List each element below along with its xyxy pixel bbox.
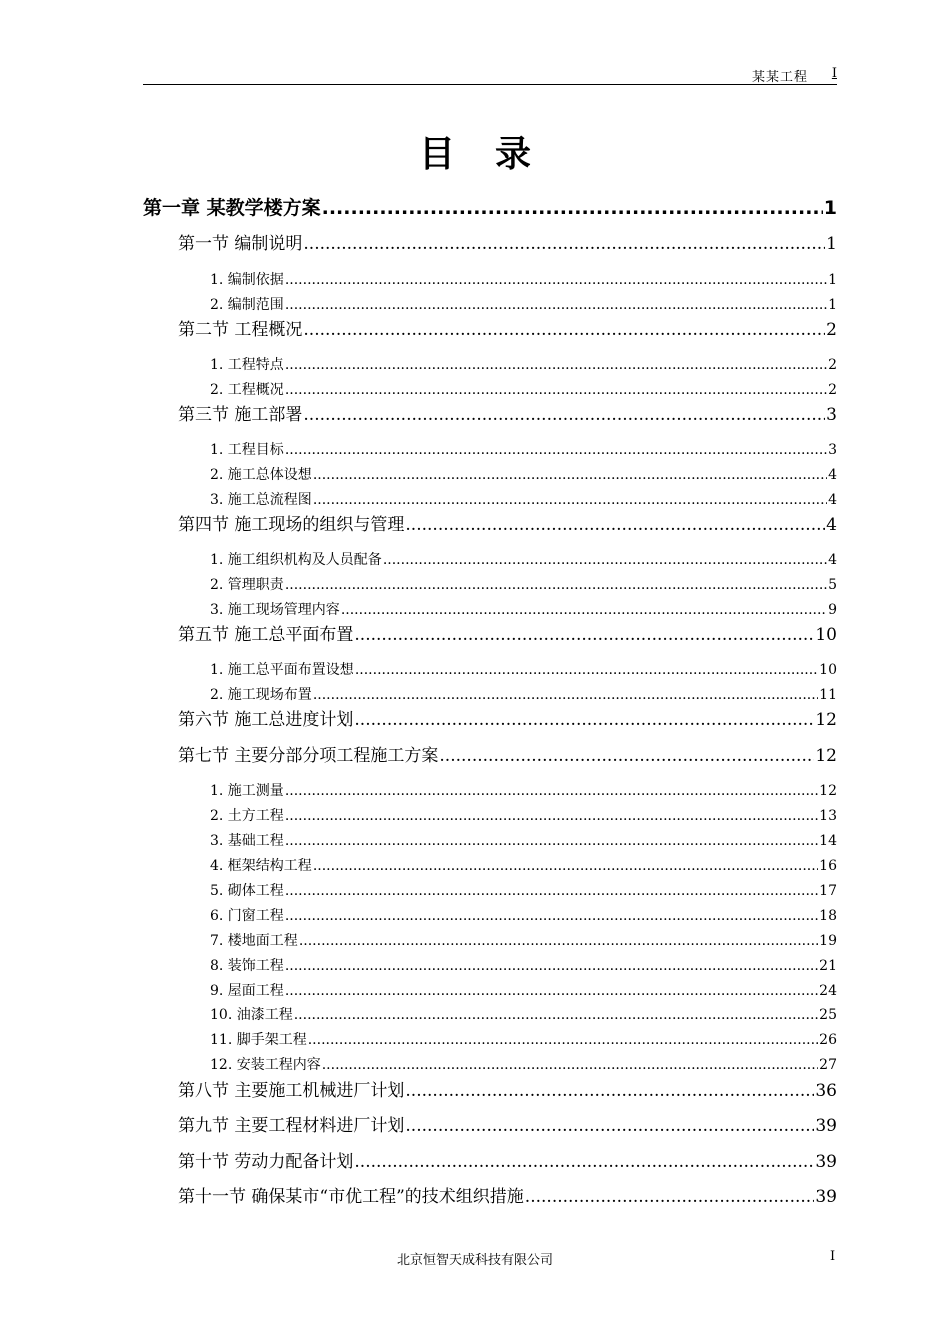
toc-page: 11: [819, 687, 837, 703]
toc-page: 24: [819, 983, 837, 999]
toc-page: 1: [823, 197, 837, 219]
toc-entry-7-10[interactable]: [210, 1006, 837, 1024]
toc-leader: [285, 576, 827, 594]
toc-entry-chapter-1[interactable]: [143, 196, 837, 220]
toc-leader: [439, 745, 814, 767]
toc-page: 36: [815, 1081, 837, 1101]
toc-page: 14: [819, 833, 837, 849]
toc-leader: [322, 1056, 818, 1074]
toc-entry-7-7[interactable]: [210, 932, 837, 950]
toc-entry-2-2[interactable]: [210, 381, 837, 399]
toc-entry-section-1[interactable]: [178, 233, 837, 255]
toc-label: 2. 土方工程: [210, 808, 284, 824]
toc-leader: [313, 491, 827, 509]
toc-page: 4: [828, 467, 837, 483]
toc-label: 2. 施工现场布置: [210, 687, 312, 703]
toc-page: 39: [815, 1152, 837, 1172]
toc-leader: [405, 514, 825, 536]
toc-leader: [405, 1115, 814, 1137]
footer-page-number: I: [830, 1249, 836, 1264]
toc-page: 2: [828, 357, 837, 373]
toc-label: 1. 工程目标: [210, 442, 284, 458]
toc-page: 39: [815, 1187, 837, 1207]
toc-label: 第五节 施工总平面布置: [178, 625, 354, 645]
toc-entry-section-7[interactable]: [178, 745, 837, 767]
document-title: 目录: [418, 134, 571, 175]
toc-leader: [285, 832, 818, 850]
toc-label: 第九节 主要工程材料进厂计划: [178, 1116, 405, 1136]
toc-leader: [285, 356, 827, 374]
toc-leader: [285, 907, 818, 925]
toc-page: 1: [826, 234, 837, 254]
toc-leader: [303, 233, 825, 255]
toc-leader: [308, 1031, 818, 1049]
toc-page: 3: [826, 405, 837, 425]
toc-leader: [285, 807, 818, 825]
toc-page: 12: [815, 746, 837, 766]
toc-leader: [285, 296, 827, 314]
toc-entry-1-2[interactable]: [210, 296, 837, 314]
toc-entry-section-5[interactable]: [178, 624, 837, 646]
toc-leader: [285, 882, 818, 900]
toc-entry-7-2[interactable]: [210, 807, 837, 825]
toc-entry-7-9[interactable]: [210, 982, 837, 1000]
toc-page: 3: [828, 442, 837, 458]
toc-page: 10: [819, 662, 837, 678]
toc-label: 第七节 主要分部分项工程施工方案: [178, 746, 439, 766]
toc-label: 3. 施工现场管理内容: [210, 602, 340, 618]
toc-label: 1. 施工测量: [210, 783, 284, 799]
toc-leader: [355, 661, 818, 679]
toc-label: 第三节 施工部署: [178, 405, 303, 425]
toc-leader: [525, 1186, 815, 1208]
toc-entry-2-1[interactable]: [210, 356, 837, 374]
toc-label: 2. 编制范围: [210, 297, 284, 313]
toc-label: 第一章 某教学楼方案: [143, 197, 321, 219]
toc-entry-section-3[interactable]: [178, 404, 837, 426]
toc-entry-7-8[interactable]: [210, 957, 837, 975]
toc-page: 1: [828, 272, 837, 288]
toc-label: 6. 门窗工程: [210, 908, 284, 924]
toc-page: 12: [815, 710, 837, 730]
toc-page: 18: [819, 908, 837, 924]
toc-label: 第八节 主要施工机械进厂计划: [178, 1081, 405, 1101]
toc-page: 5: [828, 577, 837, 593]
toc-leader: [354, 709, 814, 731]
toc-label: 4. 框架结构工程: [210, 858, 312, 874]
toc-page: 4: [828, 492, 837, 508]
toc-page: 2: [828, 382, 837, 398]
toc-entry-3-1[interactable]: [210, 441, 837, 459]
toc-label: 第六节 施工总进度计划: [178, 710, 354, 730]
toc-entry-7-3[interactable]: [210, 832, 837, 850]
toc-label: 3. 基础工程: [210, 833, 284, 849]
toc-leader: [354, 1151, 814, 1173]
toc-entry-7-6[interactable]: [210, 907, 837, 925]
toc-entry-1-1[interactable]: [210, 271, 837, 289]
toc-label: 7. 楼地面工程: [210, 933, 298, 949]
toc-label: 2. 管理职责: [210, 577, 284, 593]
toc-leader: [313, 686, 818, 704]
toc-label: 第十节 劳动力配备计划: [178, 1152, 354, 1172]
toc-entry-3-3[interactable]: [210, 491, 837, 509]
toc-leader: [303, 404, 825, 426]
toc-leader: [285, 957, 818, 975]
toc-label: 1. 编制依据: [210, 272, 284, 288]
toc-entry-5-2[interactable]: [210, 686, 837, 704]
toc-page: 12: [819, 783, 837, 799]
toc-leader: [285, 271, 827, 289]
header-page-number: I: [831, 66, 837, 81]
toc-label: 1. 施工总平面布置设想: [210, 662, 354, 678]
toc-entry-4-1[interactable]: [210, 551, 837, 569]
toc-label: 5. 砌体工程: [210, 883, 284, 899]
toc-entry-7-5[interactable]: [210, 882, 837, 900]
toc-label: 11. 脚手架工程: [210, 1032, 307, 1048]
toc-page: 19: [819, 933, 837, 949]
toc-label: 1. 施工组织机构及人员配备: [210, 552, 382, 568]
toc-leader: [405, 1080, 814, 1102]
toc-entry-7-4[interactable]: [210, 857, 837, 875]
toc-entry-section-11[interactable]: [178, 1186, 837, 1208]
toc-leader: [383, 551, 827, 569]
toc-label: 3. 施工总流程图: [210, 492, 312, 508]
toc-label: 第十一节 确保某市“市优工程”的技术组织措施: [178, 1187, 524, 1207]
toc-label: 2. 施工总体设想: [210, 467, 312, 483]
toc-entry-section-9[interactable]: [178, 1115, 837, 1137]
toc-page: 21: [819, 958, 837, 974]
toc-entry-section-10[interactable]: [178, 1151, 837, 1173]
toc-page: 2: [826, 320, 837, 340]
toc-entry-7-12[interactable]: [210, 1056, 837, 1074]
toc-page: 13: [819, 808, 837, 824]
toc-entry-section-4[interactable]: [178, 514, 837, 536]
toc-page: 25: [819, 1007, 837, 1023]
toc-entry-section-6[interactable]: [178, 709, 837, 731]
toc-label: 第四节 施工现场的组织与管理: [178, 515, 405, 535]
toc-leader: [285, 982, 818, 1000]
toc-entry-7-1[interactable]: [210, 782, 837, 800]
header-title: 某某工程: [751, 70, 808, 85]
toc-label: 12. 安装工程内容: [210, 1057, 321, 1073]
toc-label: 10. 油漆工程: [210, 1007, 293, 1023]
toc-leader: [341, 601, 827, 619]
toc-leader: [313, 857, 818, 875]
toc-label: 1. 工程特点: [210, 357, 284, 373]
toc-page: 1: [828, 297, 837, 313]
toc-page: 16: [819, 858, 837, 874]
toc-label: 8. 装饰工程: [210, 958, 284, 974]
toc-page: 10: [815, 625, 837, 645]
toc-page: 26: [819, 1032, 837, 1048]
toc-entry-section-8[interactable]: [178, 1080, 837, 1102]
toc-page: 4: [828, 552, 837, 568]
toc-leader: [303, 319, 825, 341]
footer-company: 北京恒智天成科技有限公司: [396, 1253, 553, 1268]
toc-leader: [285, 441, 827, 459]
toc-label: 第一节 编制说明: [178, 234, 303, 254]
toc-label: 第二节 工程概况: [178, 320, 303, 340]
toc-leader: [285, 782, 818, 800]
toc-label: 9. 屋面工程: [210, 983, 284, 999]
toc-entry-section-2[interactable]: [178, 319, 837, 341]
toc-label: 2. 工程概况: [210, 382, 284, 398]
page-header: [143, 60, 837, 85]
toc-leader: [285, 381, 827, 399]
toc-page: 4: [826, 515, 837, 535]
toc-leader: [294, 1006, 818, 1024]
toc-entry-5-1[interactable]: [210, 661, 837, 679]
toc-leader: [354, 624, 814, 646]
toc-leader: [313, 466, 827, 484]
toc-entry-4-2[interactable]: [210, 576, 837, 594]
toc-page: 9: [828, 602, 837, 618]
toc-entry-4-3[interactable]: [210, 601, 837, 619]
toc-entry-3-2[interactable]: [210, 466, 837, 484]
toc-page: 17: [819, 883, 837, 899]
toc-entry-7-11[interactable]: [210, 1031, 837, 1049]
toc-page: 27: [819, 1057, 837, 1073]
toc-page: 39: [815, 1116, 837, 1136]
toc-leader: [322, 196, 823, 220]
toc-leader: [299, 932, 818, 950]
